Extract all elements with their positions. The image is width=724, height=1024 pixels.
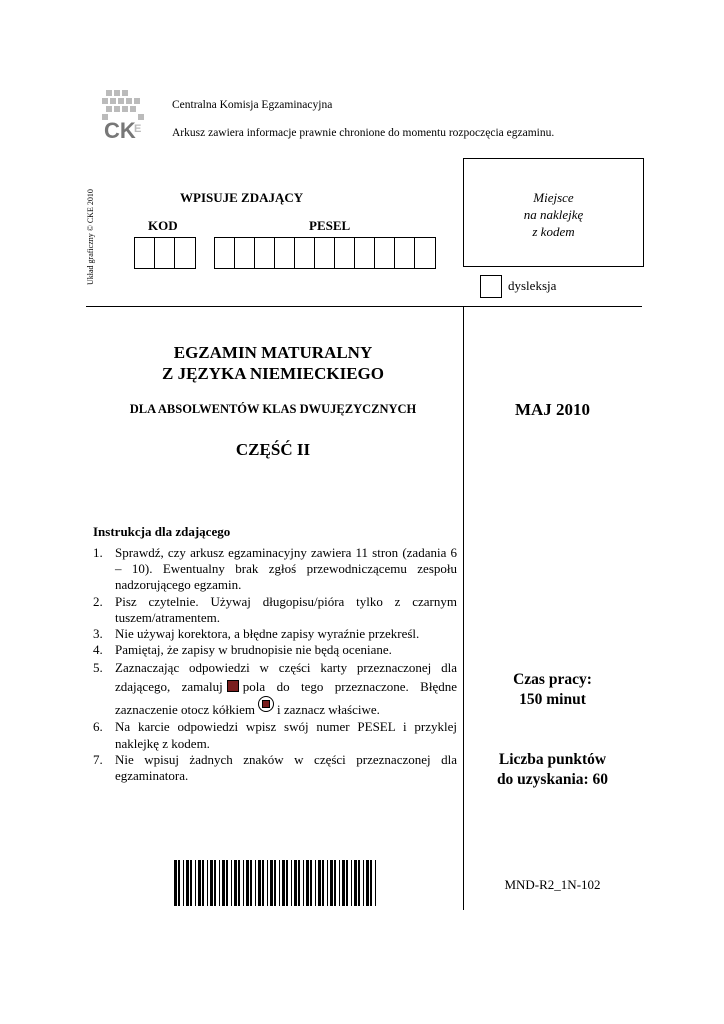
time-info <box>463 670 642 710</box>
pesel-label: PESEL <box>309 218 351 233</box>
time-label: Czas pracy: <box>513 671 592 688</box>
barcode-bar <box>190 860 192 906</box>
barcode-bar <box>231 860 232 906</box>
barcode-bar <box>315 860 316 906</box>
kod-field[interactable] <box>134 237 196 269</box>
instruction-number: 6. <box>93 719 103 735</box>
barcode-bar <box>198 860 201 906</box>
instruction-text: Pisz czytelnie. Używaj długopisu/pióra tylko z czarnym tuszem/atramentem. <box>115 593 457 625</box>
barcode-bar <box>174 860 177 906</box>
sticker-line-1: Miejsce <box>533 190 574 205</box>
dyslexia-checkbox[interactable] <box>480 275 502 298</box>
barcode-bar <box>327 860 328 906</box>
barcode-bar <box>358 860 360 906</box>
barcode-bar <box>255 860 256 906</box>
barcode-bar <box>178 860 180 906</box>
exam-title-line-2: Z JĘZYKA NIEMIECKIEGO <box>162 364 384 383</box>
time-value: 150 minut <box>519 691 586 708</box>
barcode-bar <box>234 860 237 906</box>
barcode-bar <box>222 860 225 906</box>
barcode-bar <box>346 860 348 906</box>
instruction-item <box>93 752 457 784</box>
barcode-bar <box>258 860 261 906</box>
exam-title-line-1: EGZAMIN MATURALNY <box>173 343 373 362</box>
cke-logo <box>100 88 148 144</box>
instruction-text: pola do tego przeznaczone. Błędne zaznaczenie otocz kółkiem <box>115 679 457 718</box>
points-label: Liczba punktów <box>498 751 607 768</box>
barcode-bar <box>210 860 213 906</box>
svg-text:E: E <box>134 123 142 135</box>
instructions-list <box>93 545 457 784</box>
confidentiality-notice: Arkusz zawiera informacje prawnie chronione do momentu rozpoczęcia egzaminu. <box>172 127 555 139</box>
barcode-bar <box>318 860 321 906</box>
instruction-item <box>93 594 457 626</box>
barcode-bar <box>339 860 340 906</box>
sticker-line-2: na naklejkę <box>523 207 584 222</box>
barcode-bar <box>375 860 376 906</box>
barcode-bar <box>207 860 208 906</box>
instruction-text: i zaznacz właściwe. <box>277 702 380 718</box>
instruction-text: Sprawdź, czy arkusz egzaminacyjny zawiera 11 stron (zadania 6 – 10). Ewentualny brak zgłoś przewodniczącemu zespołu nadzorującego egzamin. <box>115 545 457 593</box>
barcode-bar <box>238 860 240 906</box>
barcode-bar <box>250 860 252 906</box>
instruction-item <box>93 545 457 594</box>
exam-subtitle: DLA ABSOLWENTÓW KLAS DWUJĘZYCZNYCH <box>129 402 417 416</box>
instruction-number: 7. <box>93 751 103 767</box>
kod-label: KOD <box>148 218 178 233</box>
instruction-item <box>93 642 457 658</box>
instruction-number: 2. <box>93 593 103 609</box>
barcode-bar <box>306 860 309 906</box>
filled-square-icon <box>227 680 239 692</box>
exam-title <box>100 342 446 384</box>
barcode-bar <box>294 860 297 906</box>
sticker-line-3: z kodem <box>532 224 575 239</box>
institution-name: Centralna Komisja Egzaminacyjna <box>172 99 333 111</box>
barcode-bar <box>195 860 196 906</box>
barcode-bar <box>282 860 285 906</box>
barcode-bar <box>246 860 249 906</box>
barcode-bar <box>303 860 304 906</box>
instruction-text: Na karcie odpowiedzi wpisz swój numer PESEL i przyklej naklejkę z kodem. <box>115 719 457 751</box>
barcode-bar <box>243 860 244 906</box>
barcode-bar <box>363 860 364 906</box>
barcode-bar <box>322 860 324 906</box>
barcode-bar <box>351 860 352 906</box>
barcode-bar <box>310 860 312 906</box>
instruction-text: Pamiętaj, że zapisy w brudnopisie nie będą oceniane. <box>115 642 392 658</box>
instruction-text: Nie używaj korektora, a błędne zapisy wyraźnie przekreśl. <box>115 626 420 642</box>
instruction-number: 5. <box>93 660 103 676</box>
instruction-item <box>93 658 457 719</box>
barcode-bar <box>334 860 336 906</box>
instruction-text: Zaznaczając odpowiedzi w części karty przeznaczonej dla zdającego, zamaluj <box>115 660 457 695</box>
barcode-bar <box>183 860 184 906</box>
instruction-text: Nie wpisuj żadnych znaków w części przeznaczonej dla egzaminatora. <box>115 751 457 784</box>
instruction-number: 1. <box>93 545 103 560</box>
barcode-bar <box>370 860 372 906</box>
barcode-bar <box>291 860 292 906</box>
design-credit <box>86 165 100 285</box>
circled-square-icon <box>258 696 274 712</box>
pesel-field[interactable] <box>214 237 436 269</box>
exam-code: MND-R2_1N-102 <box>504 877 601 892</box>
exam-date: MAJ 2010 <box>514 400 591 419</box>
design-credit-text: Układ graficzny © CKE 2010 <box>86 189 95 285</box>
instruction-item <box>93 626 457 642</box>
points-info <box>463 750 642 790</box>
barcode-bar <box>267 860 268 906</box>
exam-part: CZĘŚĆ II <box>235 440 311 459</box>
barcode-bar <box>330 860 333 906</box>
barcode-bar <box>279 860 280 906</box>
barcode-bar <box>226 860 228 906</box>
identity-title: WPISUJE ZDAJĄCY <box>180 190 304 205</box>
barcode-bar <box>214 860 216 906</box>
barcode <box>172 860 380 906</box>
barcode-bar <box>186 860 189 906</box>
points-value: do uzyskania: 60 <box>496 771 609 788</box>
svg-text:CK: CK <box>104 118 136 143</box>
instruction-item <box>93 719 457 751</box>
barcode-bar <box>274 860 276 906</box>
barcode-bar <box>270 860 273 906</box>
barcode-bar <box>219 860 220 906</box>
barcode-bar <box>286 860 288 906</box>
barcode-bar <box>366 860 369 906</box>
sticker-area <box>463 158 644 267</box>
barcode-bar <box>262 860 264 906</box>
barcode-bar <box>342 860 345 906</box>
instruction-number: 4. <box>93 642 103 658</box>
instructions-heading: Instrukcja dla zdającego <box>93 524 231 539</box>
horizontal-divider <box>86 306 642 307</box>
instruction-number: 3. <box>93 626 103 642</box>
dyslexia-label: dysleksja <box>508 278 557 293</box>
barcode-bar <box>298 860 300 906</box>
barcode-bar <box>354 860 357 906</box>
barcode-bar <box>202 860 204 906</box>
vertical-divider <box>463 306 464 910</box>
